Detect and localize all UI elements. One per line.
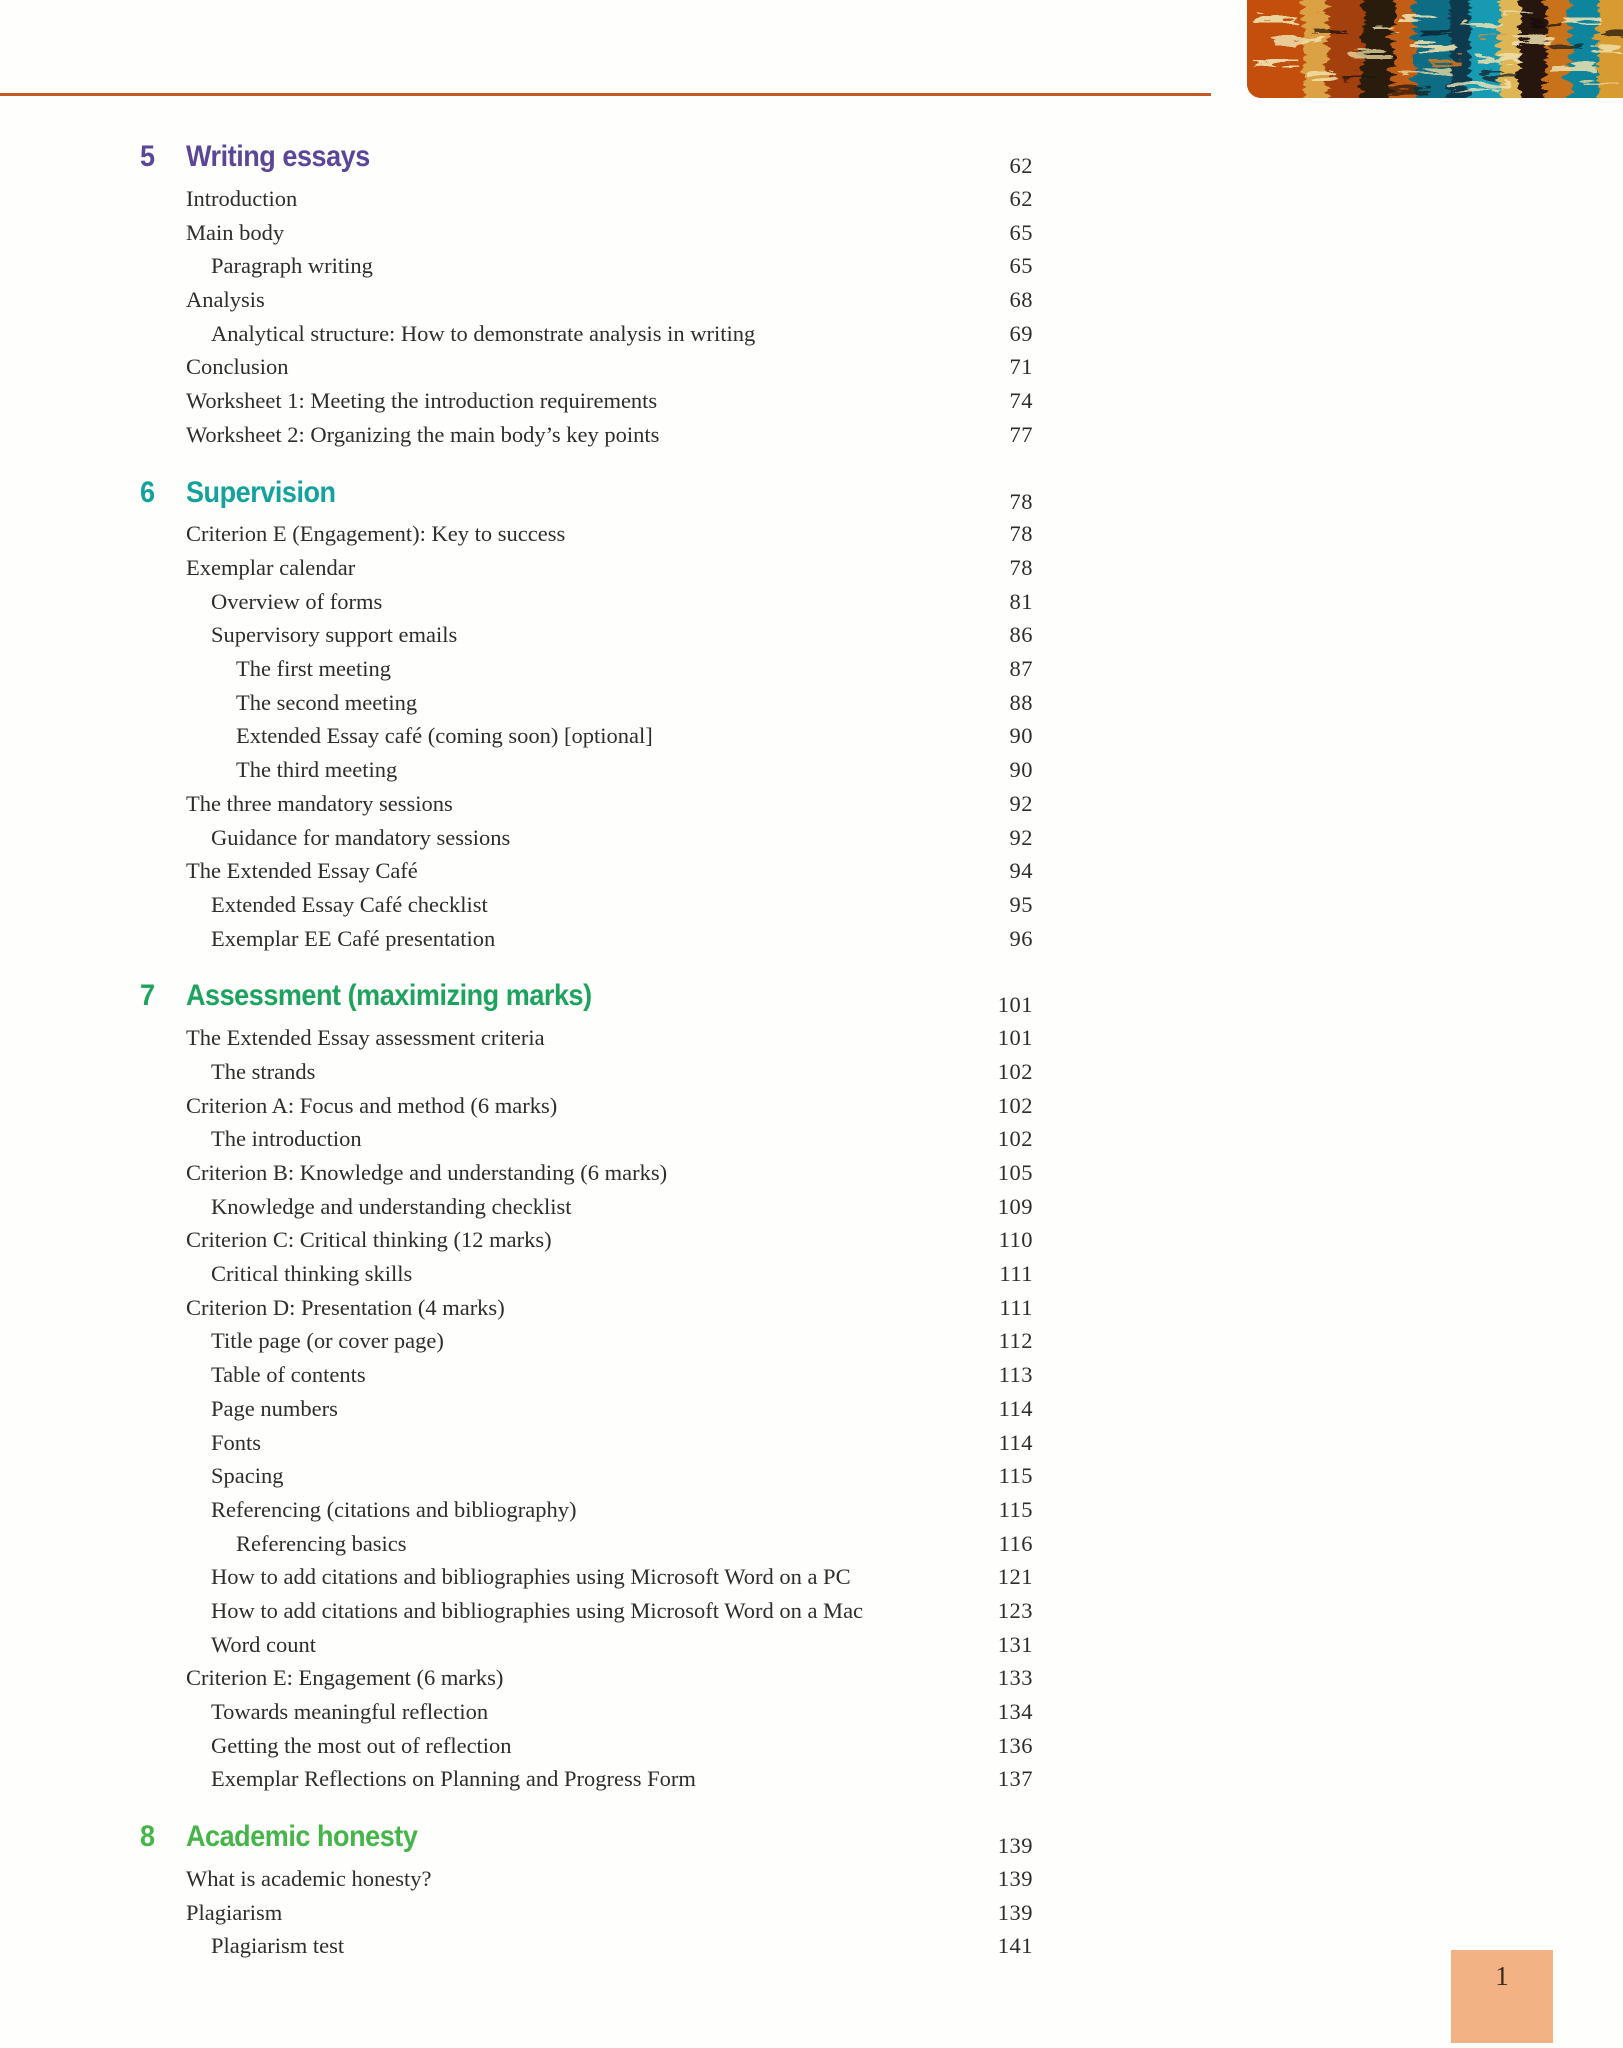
toc-entry — [140, 1930, 1033, 1964]
toc-entry-label: Exemplar EE Café presentation — [211, 925, 496, 951]
toc-entry-label: Analytical structure: How to demonstrate analysis in writing — [211, 320, 756, 346]
toc — [140, 134, 1033, 1963]
toc-entry-label: Plagiarism test — [211, 1933, 345, 1959]
toc-entry-page-number: 92 — [1009, 824, 1033, 850]
toc-section-heading — [140, 470, 1033, 516]
section-title: Writing essays — [186, 140, 370, 173]
top-rule — [0, 93, 1211, 96]
toc-entry-label: What is academic honesty? — [186, 1866, 432, 1892]
toc-entry-page-number: 81 — [1009, 588, 1033, 614]
toc-entry-label: Spacing — [211, 1463, 284, 1489]
toc-entry-label: Criterion A: Focus and method (6 marks) — [186, 1092, 558, 1118]
toc-entry-label: Criterion B: Knowledge and understanding (6 marks) — [186, 1160, 668, 1186]
toc-entry — [140, 652, 1033, 686]
toc-entry — [140, 753, 1033, 787]
toc-entry-label: Supervisory support emails — [211, 622, 458, 648]
toc-entry-page-number: 116 — [998, 1530, 1033, 1556]
toc-entry-page-number: 96 — [1009, 925, 1033, 951]
toc-entry — [140, 585, 1033, 619]
toc-entry-page-number: 62 — [1009, 185, 1033, 211]
toc-entry-page-number: 69 — [1009, 320, 1033, 346]
toc-entry-page-number: 102 — [997, 1092, 1033, 1118]
toc-entry-page-number: 94 — [1009, 858, 1033, 884]
section-page-number: 62 — [1009, 153, 1033, 178]
toc-entry — [140, 1729, 1033, 1763]
toc-entry-label: The strands — [211, 1058, 316, 1084]
toc-entry-label: Extended Essay café (coming soon) [optional] — [236, 723, 653, 749]
toc-entry — [140, 1695, 1033, 1729]
toc-entry-label: Critical thinking skills — [211, 1261, 413, 1287]
toc-entry — [140, 1628, 1033, 1662]
toc-entry-label: Plagiarism — [186, 1899, 283, 1925]
toc-entry-label: Conclusion — [186, 354, 289, 380]
toc-entry-page-number: 105 — [997, 1160, 1033, 1186]
toc-entry-label: Paragraph writing — [211, 253, 373, 279]
toc-entry — [140, 1594, 1033, 1628]
toc-entry-page-number: 131 — [997, 1631, 1033, 1657]
toc-entry — [140, 1896, 1033, 1930]
toc-entry-label: Knowledge and understanding checklist — [211, 1193, 572, 1219]
toc-entry-page-number: 65 — [1009, 253, 1033, 279]
toc-entry-page-number: 71 — [1009, 354, 1033, 380]
toc-entry-page-number: 90 — [1009, 757, 1033, 783]
toc-entry-page-number: 92 — [1009, 790, 1033, 816]
folio-badge — [1451, 1950, 1553, 2043]
toc-entry — [140, 1123, 1033, 1157]
toc-entry-page-number: 123 — [997, 1597, 1033, 1623]
toc-entry-page-number: 90 — [1009, 723, 1033, 749]
toc-entry — [140, 1325, 1033, 1359]
water-reflection-photo — [1247, 0, 1623, 98]
toc-entry-page-number: 139 — [997, 1899, 1033, 1925]
toc-entry — [140, 317, 1033, 351]
toc-entry-page-number: 114 — [998, 1395, 1033, 1421]
section-number: 5 — [140, 140, 155, 173]
toc-section-heading — [140, 1814, 1033, 1860]
toc-entry-page-number: 137 — [997, 1766, 1033, 1792]
section-number: 8 — [140, 1820, 155, 1854]
toc-entry-label: The first meeting — [236, 656, 391, 682]
toc-entry — [140, 249, 1033, 283]
toc-entry-label: The three mandatory sessions — [186, 790, 453, 816]
toc-entry-page-number: 78 — [1009, 555, 1033, 581]
toc-entry-label: Guidance for mandatory sessions — [211, 824, 511, 850]
toc-entry-label: Word count — [211, 1631, 317, 1657]
toc-entry-label: Overview of forms — [211, 588, 383, 614]
toc-entry-label: Fonts — [211, 1429, 262, 1455]
toc-entry — [140, 1392, 1033, 1426]
toc-entry-page-number: 113 — [998, 1362, 1033, 1388]
toc-section-heading — [140, 134, 1033, 180]
section-page-number: 139 — [997, 1833, 1033, 1859]
toc-entry — [140, 1291, 1033, 1325]
toc-entry — [140, 686, 1033, 720]
toc-entry-page-number: 115 — [998, 1496, 1033, 1522]
toc-entry — [140, 1224, 1033, 1258]
toc-entry-page-number: 77 — [1009, 421, 1033, 447]
toc-entry — [140, 1763, 1033, 1797]
toc-entry — [140, 1156, 1033, 1190]
toc-entry — [140, 854, 1033, 888]
toc-entry-page-number: 74 — [1009, 387, 1033, 413]
toc-entry — [140, 1190, 1033, 1224]
toc-entry-page-number: 65 — [1009, 219, 1033, 245]
toc-entry — [140, 1257, 1033, 1291]
toc-entry-page-number: 141 — [997, 1933, 1033, 1959]
toc-entry-page-number: 101 — [997, 1025, 1033, 1051]
section-number: 6 — [140, 475, 155, 509]
toc-entry-page-number: 102 — [997, 1126, 1033, 1152]
toc-entry — [140, 1021, 1033, 1055]
toc-entry — [140, 216, 1033, 250]
toc-entry — [140, 283, 1033, 317]
folio-number: 1 — [1495, 1961, 1509, 1991]
toc-entry — [140, 1055, 1033, 1089]
toc-entry-label: The introduction — [211, 1126, 362, 1152]
toc-entry — [140, 619, 1033, 653]
toc-entry-label: Criterion E: Engagement (6 marks) — [186, 1665, 504, 1691]
toc-entry-label: Title page (or cover page) — [211, 1328, 444, 1354]
toc-entry-page-number: 136 — [997, 1732, 1033, 1758]
toc-entry — [140, 888, 1033, 922]
section-title: Academic honesty — [186, 1820, 418, 1854]
section-title: Supervision — [186, 475, 336, 509]
toc-entry-page-number: 95 — [1009, 891, 1033, 917]
toc-entry — [140, 1426, 1033, 1460]
toc-entry — [140, 1089, 1033, 1123]
toc-entry-page-number: 86 — [1009, 622, 1033, 648]
toc-entry — [140, 1862, 1033, 1896]
toc-entry-page-number: 139 — [997, 1866, 1033, 1892]
section-page-number: 78 — [1009, 488, 1033, 514]
toc-entry-label: Getting the most out of reflection — [211, 1732, 512, 1758]
toc-entry-page-number: 110 — [998, 1227, 1033, 1253]
toc-entry — [140, 418, 1033, 452]
toc-entry-label: Referencing (citations and bibliography) — [211, 1496, 577, 1522]
toc-entry — [140, 821, 1033, 855]
toc-entry — [140, 922, 1033, 956]
toc-entry-label: Page numbers — [211, 1395, 338, 1421]
toc-entry-page-number: 68 — [1009, 286, 1033, 312]
section-number: 7 — [140, 979, 155, 1013]
toc-entry-label: How to add citations and bibliographies using Microsoft Word on a Mac — [211, 1597, 864, 1623]
toc-entry — [140, 518, 1033, 552]
section-page-number: 101 — [997, 992, 1033, 1018]
toc-entry — [140, 1527, 1033, 1561]
toc-entry-label: Main body — [186, 219, 285, 245]
toc-entry — [140, 1662, 1033, 1696]
toc-entry — [140, 182, 1033, 216]
toc-entry-label: The Extended Essay Café — [186, 858, 418, 884]
toc-entry-label: Worksheet 2: Organizing the main body’s key points — [186, 421, 660, 447]
toc-entry-label: Criterion E (Engagement): Key to success — [186, 521, 566, 547]
toc-entry-page-number: 102 — [997, 1058, 1033, 1084]
toc-entry-page-number: 112 — [998, 1328, 1033, 1354]
toc-entry-label: Extended Essay Café checklist — [211, 891, 488, 917]
toc-entry — [140, 1459, 1033, 1493]
toc-entry-label: Introduction — [186, 185, 298, 211]
toc-entry-page-number: 88 — [1009, 689, 1033, 715]
toc-entry — [140, 787, 1033, 821]
toc-entry-label: Towards meaningful reflection — [211, 1699, 489, 1725]
toc-entry-label: Exemplar Reflections on Planning and Progress Form — [211, 1766, 696, 1792]
toc-entry-page-number: 114 — [998, 1429, 1033, 1455]
toc-entry — [140, 1493, 1033, 1527]
toc-entry-label: The second meeting — [236, 689, 418, 715]
toc-entry-label: Criterion D: Presentation (4 marks) — [186, 1294, 505, 1320]
toc-entry-label: Referencing basics — [236, 1530, 407, 1556]
section-title: Assessment (maximizing marks) — [186, 979, 592, 1013]
toc-entry — [140, 384, 1033, 418]
toc-entry-label: Table of contents — [211, 1362, 366, 1388]
toc-entry-page-number: 87 — [1009, 656, 1033, 682]
toc-entry-label: How to add citations and bibliographies using Microsoft Word on a PC — [211, 1564, 851, 1590]
toc-entry-page-number: 111 — [999, 1294, 1033, 1320]
toc-entry — [140, 1560, 1033, 1594]
toc-entry-page-number: 78 — [1009, 521, 1033, 547]
toc-entry-label: Analysis — [186, 286, 265, 312]
toc-entry-page-number: 115 — [998, 1463, 1033, 1489]
toc-entry-label: Criterion C: Critical thinking (12 marks) — [186, 1227, 552, 1253]
toc-entry — [140, 551, 1033, 585]
toc-entry — [140, 720, 1033, 754]
toc-entry-page-number: 111 — [999, 1261, 1033, 1287]
toc-entry — [140, 1358, 1033, 1392]
toc-entry-label: The Extended Essay assessment criteria — [186, 1025, 545, 1051]
toc-entry-label: The third meeting — [236, 757, 398, 783]
toc-entry-page-number: 121 — [997, 1564, 1033, 1590]
toc-section-heading — [140, 973, 1033, 1019]
toc-entry-label: Worksheet 1: Meeting the introduction requirements — [186, 387, 658, 413]
toc-entry-page-number: 134 — [997, 1699, 1033, 1725]
toc-entry-page-number: 109 — [997, 1193, 1033, 1219]
toc-entry-page-number: 133 — [997, 1665, 1033, 1691]
toc-entry — [140, 350, 1033, 384]
toc-entry-label: Exemplar calendar — [186, 555, 356, 581]
